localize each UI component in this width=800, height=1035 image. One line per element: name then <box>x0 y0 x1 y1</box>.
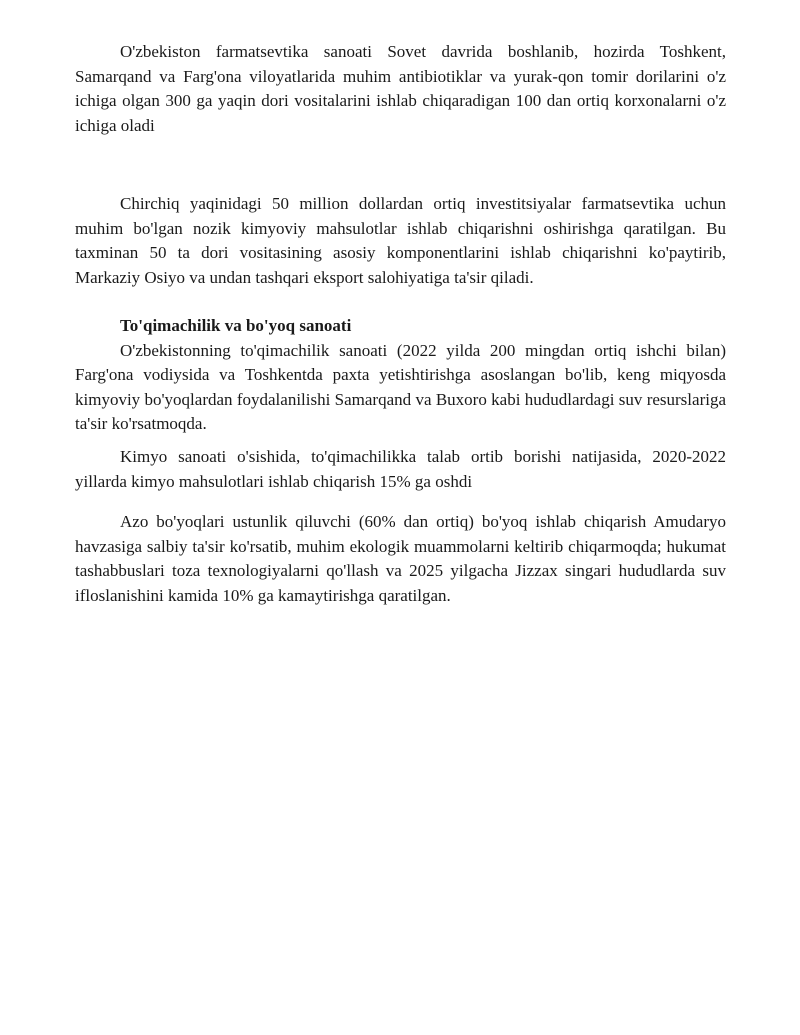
section-textile-dye <box>75 314 726 437</box>
paragraph-text: O'zbekiston farmatsevtika sanoati Sovet davrida boshlanib, hozirda Toshkent, Samarqand va Farg'ona viloyatlarida muhim antibiotiklar va yurak-qon tomir dorilarini o'z ichiga olgan 300 ga yaqin dori vositalarini ishlab chiqaradigan 100 dan ortiq korxonalarni o'z ichiga oladi <box>75 42 726 135</box>
paragraph-pharma-industry <box>75 40 726 138</box>
paragraph-chemical-growth <box>75 445 726 494</box>
paragraph-chirchiq-investment <box>75 192 726 290</box>
paragraph-text: Azo bo'yoqlari ustunlik qiluvchi (60% dan ortiq) bo'yoq ishlab chiqarish Amudaryo havzasiga salbiy ta'sir ko'rsatib, muhim ekologik muammolarni keltirib chiqarmoqda; hukumat tashabbuslari toza texnologiyalarni qo'llash va 2025 yilgacha Jizzax singari hududlarda suv ifloslanishini kamida 10% ga kamaytirishga qaratilgan. <box>75 512 726 605</box>
paragraph-text: Chirchiq yaqinidagi 50 million dollardan ortiq investitsiyalar farmatsevtika uchun muhim bo'lgan nozik kimyoviy mahsulotlar ishlab chiqarishni oshirishga qaratilgan. Bu taxminan 50 ta dori vositasining asosiy komponentlarini ishlab chiqarishni ko'paytirib, Markaziy Osiyo va undan tashqari eksport salohiyatiga ta'sir qiladi. <box>75 194 726 287</box>
paragraph-text: O'zbekistonning to'qimachilik sanoati (2022 yilda 200 mingdan ortiq ishchi bilan) Farg'ona vodiysida va Toshkentda paxta yetishtirishga asoslangan bo'lib, keng miqyosda kimyoviy bo'yoqlardan foydalanilishi Samarqand va Buxoro kabi hududlardagi suv resurslariga ta'sir ko'rsatmoqda. <box>75 340 726 434</box>
paragraph-azo-dyes <box>75 510 726 608</box>
section-heading: To'qimachilik va bo'yoq sanoati <box>120 316 352 335</box>
paragraph-text: Kimyo sanoati o'sishida, to'qimachilikka talab ortib borishi natijasida, 2020-2022 yillarda kimyo mahsulotlari ishlab chiqarish 15% ga oshdi <box>75 447 726 491</box>
